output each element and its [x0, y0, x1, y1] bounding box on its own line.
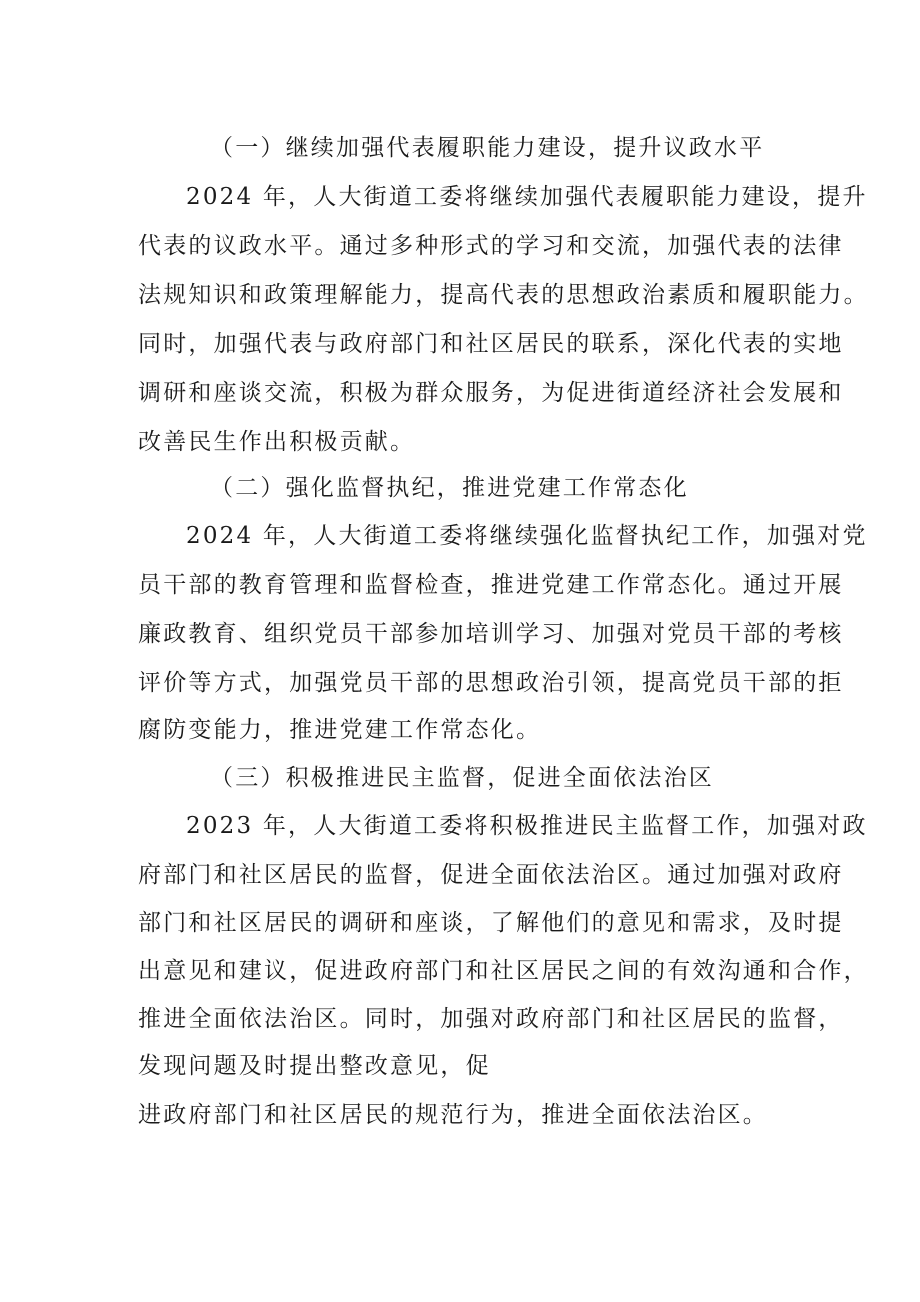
section-2-line-2: 员干部的教育管理和监督检查，推进党建工作常态化。通过开展: [138, 572, 844, 598]
section-1-line-4: 同时，加强代表与政府部门和社区居民的联系，深化代表的实地: [138, 331, 844, 357]
section-3-line-2: 府部门和社区居民的监督，促进全面依法治区。通过加强对政府: [138, 862, 844, 888]
section-3-heading: （三）积极推进民主监督，促进全面依法治区: [210, 765, 714, 791]
section-1-line-2: 代表的议政水平。通过多种形式的学习和交流，加强代表的法律: [138, 233, 844, 259]
section-2-line-4: 评价等方式，加强党员干部的思想政治引领，提高党员干部的拒: [138, 670, 844, 696]
section-3-line-6: 发现问题及时提出整改意见，促: [138, 1053, 491, 1079]
section-2-line-3: 廉政教育、组织党员干部参加培训学习、加强对党员干部的考核: [138, 621, 844, 647]
section-3-line-1: 2023 年，人大街道工委将积极推进民主监督工作，加强对政: [186, 813, 868, 839]
section-1-heading: （一）继续加强代表履职能力建设，提升议政水平: [210, 135, 765, 161]
section-3-line-7: 进政府部门和社区居民的规范行为，推进全面依法治区。: [138, 1102, 768, 1128]
section-1-line-3: 法规知识和政策理解能力，提高代表的思想政治素质和履职能力。: [138, 282, 869, 308]
section-1-line-1: 2024 年，人大街道工委将继续加强代表履职能力建设，提升: [186, 184, 868, 210]
section-3-line-3: 部门和社区居民的调研和座谈，了解他们的意见和需求，及时提: [138, 910, 844, 936]
section-3-line-5: 推进全面依法治区。同时，加强对政府部门和社区居民的监督，: [138, 1006, 844, 1032]
section-2-line-5: 腐防变能力，推进党建工作常态化。: [138, 717, 542, 743]
section-2-line-1: 2024 年，人大街道工委将继续强化监督执纪工作，加强对党: [186, 523, 868, 549]
section-2-heading: （二）强化监督执纪，推进党建工作常态化: [210, 475, 689, 501]
section-1-line-6: 改善民生作出积极贡献。: [138, 429, 416, 455]
section-1-line-5: 调研和座谈交流，积极为群众服务，为促进街道经济社会发展和: [138, 380, 844, 406]
section-3-line-4: 出意见和建议，促进政府部门和社区居民之间的有效沟通和合作，: [138, 958, 869, 984]
